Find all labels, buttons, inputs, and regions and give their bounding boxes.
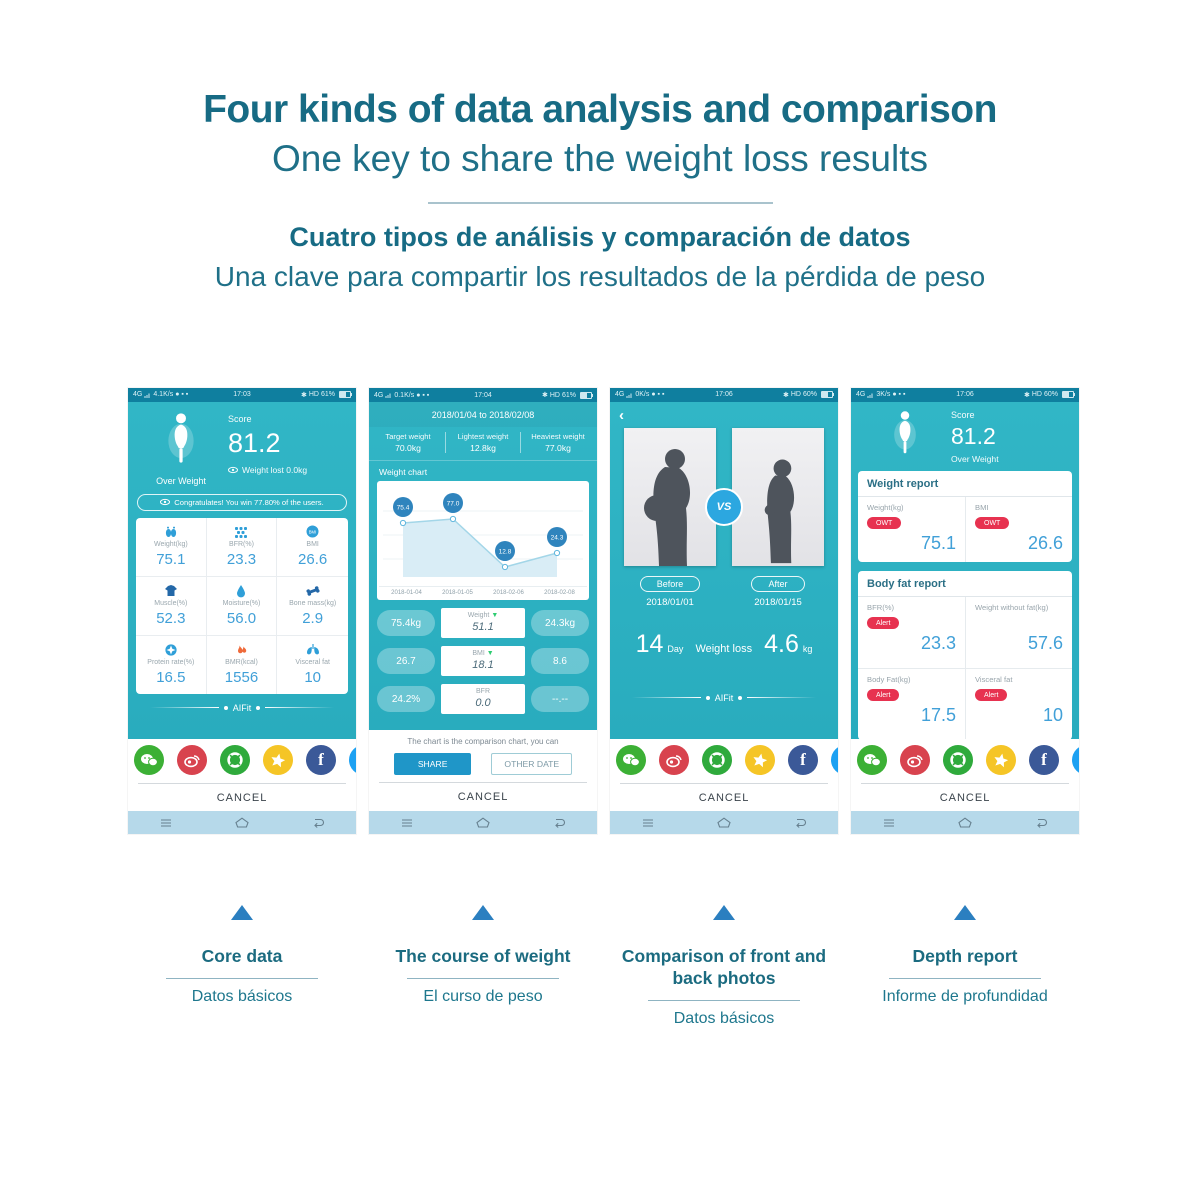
card-title: Weight report <box>858 471 1072 497</box>
body-figure <box>142 412 220 486</box>
after-button[interactable]: After <box>751 576 804 592</box>
caption-depth-report <box>851 905 1079 1028</box>
notification-icons: ● ▪ ▪ <box>892 391 906 399</box>
weight-chart <box>377 481 589 600</box>
before-man-silhouette <box>635 446 705 566</box>
weight-lost-row <box>228 465 346 475</box>
twitter-icon[interactable] <box>349 745 356 775</box>
metric-cell-visceral: Visceral fat 10 <box>277 636 348 694</box>
hd-badge: HD <box>790 391 801 399</box>
old-value-pill: 75.4kg <box>377 610 435 636</box>
facebook-icon[interactable]: f <box>1029 745 1059 775</box>
caption-subtitle: El curso de peso <box>423 987 543 1005</box>
twitter-icon[interactable] <box>1072 745 1079 775</box>
title-spanish: Cuatro tipos de análisis y comparación de datos <box>289 222 911 252</box>
body-silhouette-icon <box>888 409 922 459</box>
caption-photo-comparison <box>610 905 838 1028</box>
bodyfat-report-card <box>858 571 1072 739</box>
body-figure <box>873 409 937 464</box>
metric-cell-bone: Bone mass(kg) 2.9 <box>277 577 348 636</box>
svg-text:75.4: 75.4 <box>396 504 410 512</box>
caption-subtitle: Informe de profundidad <box>882 987 1048 1005</box>
facebook-icon[interactable]: f <box>306 745 336 775</box>
wechat-moments-icon[interactable] <box>943 745 973 775</box>
bluetooth-icon: ✱ <box>541 392 548 399</box>
network-speed: 4.1K/s <box>153 391 174 399</box>
phone-photo-comparison <box>610 388 838 834</box>
signal-icon <box>626 392 633 398</box>
old-value-pill: 26.7 <box>377 648 435 674</box>
metric-cell-protein: Protein rate(%) 16.5 <box>136 636 207 694</box>
signal-icon <box>867 392 874 398</box>
network-label: 4G <box>133 391 143 399</box>
comparison-row-bmi <box>377 646 589 676</box>
network-label: 4G <box>615 391 625 399</box>
new-value-pill: 24.3kg <box>531 610 589 636</box>
score-value: 81.2 <box>228 427 281 458</box>
metric-cell-moisture: Moisture(%) 56.0 <box>207 577 278 636</box>
diff-box: Weight ▼ 51.1 <box>441 608 525 638</box>
android-nav-bar <box>851 811 1079 834</box>
before-photo <box>624 428 716 566</box>
body-silhouette-icon <box>161 412 201 468</box>
caption-core-data <box>128 905 356 1028</box>
photo-captions <box>610 574 838 608</box>
score-section <box>128 402 356 486</box>
svg-text:24.3: 24.3 <box>550 534 564 542</box>
wechat-icon[interactable] <box>857 745 887 775</box>
comparison-row-bfr <box>377 684 589 714</box>
brand-divider <box>610 693 838 703</box>
score-section <box>851 402 1079 466</box>
metrics-grid <box>136 518 348 694</box>
weight-status-label: Over Weight <box>951 453 999 464</box>
weight-cell: Weight(kg) OWT 75.1 <box>867 502 956 553</box>
status-right <box>257 391 351 399</box>
network-speed: 0.1K/s <box>394 391 415 399</box>
card-title: Body fat report <box>858 571 1072 597</box>
target-weight: Target weight 70.0kg <box>385 432 431 453</box>
days-unit: Day <box>667 643 684 654</box>
status-right <box>498 391 592 399</box>
home-icon[interactable] <box>958 817 972 828</box>
android-nav-bar <box>610 811 838 834</box>
bfr-cell: BFR(%) Alert 23.3 <box>867 602 956 653</box>
weibo-icon[interactable] <box>659 745 689 775</box>
battery-percent: 60% <box>1043 391 1058 399</box>
status-bar <box>610 388 838 402</box>
droplet-icon <box>209 584 275 598</box>
svg-text:BMI: BMI <box>308 529 317 535</box>
caption-underline <box>889 978 1041 979</box>
bluetooth-icon: ✱ <box>1023 391 1030 399</box>
hero-divider <box>428 202 773 204</box>
before-button[interactable]: Before <box>640 576 701 592</box>
cancel-button[interactable]: CANCEL <box>698 792 750 804</box>
weight-loss-summary <box>610 630 838 659</box>
lightest-weight: Lightest weight 12.8kg <box>445 432 520 453</box>
score-column <box>220 412 346 486</box>
share-icons-row <box>851 739 1079 780</box>
home-icon[interactable] <box>717 817 731 828</box>
hero-section <box>0 0 1200 293</box>
status-right <box>980 391 1074 399</box>
status-right <box>739 391 833 399</box>
weight-without-fat-cell: Weight without fat(kg) 57.6 <box>965 597 1072 668</box>
core-screen <box>128 402 356 739</box>
status-left <box>615 391 709 398</box>
share-button[interactable]: SHARE <box>394 753 472 775</box>
svg-text:77.0: 77.0 <box>446 500 460 508</box>
menu-icon[interactable] <box>882 818 896 828</box>
down-arrow-icon: ▼ <box>486 650 494 657</box>
score-value: 81.2 <box>951 422 996 449</box>
caption-title: Comparison of front and back photos <box>621 946 827 988</box>
battery-icon <box>339 391 351 398</box>
network-speed: 0K/s <box>635 391 650 399</box>
battery-percent: 61% <box>320 391 335 399</box>
phone-weight-course <box>369 388 597 834</box>
caption-subtitle: Datos básicos <box>673 1009 775 1027</box>
qq-zone-icon[interactable] <box>263 745 293 775</box>
bone-icon <box>279 584 346 598</box>
hd-badge: HD <box>1031 391 1042 399</box>
share-icons-row <box>128 739 356 780</box>
caption-underline <box>648 1000 800 1001</box>
weight-summary-row <box>369 427 597 461</box>
weibo-icon[interactable] <box>900 745 930 775</box>
clock: 17:03 <box>233 391 251 399</box>
battery-percent: 60% <box>802 391 817 399</box>
caption-underline <box>166 978 318 979</box>
clock: 17:04 <box>474 391 492 399</box>
after-date: 2018/01/15 <box>754 596 802 608</box>
brand-divider <box>128 703 356 713</box>
cancel-button[interactable]: CANCEL <box>939 792 991 804</box>
after-photo <box>732 428 824 566</box>
status-left <box>856 391 950 398</box>
hd-badge: HD <box>308 391 319 399</box>
clock: 17:06 <box>956 391 974 399</box>
caption-underline <box>407 978 559 979</box>
status-left <box>374 392 468 399</box>
battery-icon <box>1062 391 1074 398</box>
days-value: 14 <box>635 629 664 658</box>
status-left <box>133 391 227 398</box>
captions-row <box>128 905 1079 1028</box>
cancel-button[interactable]: CANCEL <box>216 792 268 804</box>
phones-row <box>128 388 1079 834</box>
weight-lost-text: Weight lost 0.0kg <box>242 464 308 475</box>
bluetooth-icon: ✱ <box>782 391 789 399</box>
wechat-icon[interactable] <box>134 745 164 775</box>
feet-icon <box>138 525 204 539</box>
back-icon[interactable] <box>552 817 566 828</box>
body-grid-icon <box>209 525 275 539</box>
loss-value: 4.6 <box>764 629 799 658</box>
score-column <box>937 409 1069 464</box>
up-triangle-icon <box>231 905 253 920</box>
svg-text:12.8: 12.8 <box>498 548 512 556</box>
network-label: 4G <box>856 391 866 399</box>
photos-comparison <box>610 402 838 566</box>
alert-badge: Alert <box>975 689 1007 701</box>
body-fat-cell: Body Fat(kg) Alert 17.5 <box>858 668 965 739</box>
visceral-fat-cell: Visceral fat Alert 10 <box>965 668 1072 739</box>
metric-cell-muscle: Muscle(%) 52.3 <box>136 577 207 636</box>
signal-icon <box>144 392 151 398</box>
share-panel <box>369 730 597 834</box>
vs-badge: VS <box>705 488 743 526</box>
status-bar <box>128 388 356 402</box>
subtitle-english: One key to share the weight loss results <box>271 138 929 179</box>
status-bar <box>369 388 597 402</box>
clock: 17:06 <box>715 391 733 399</box>
brand-label: AIFit <box>714 692 734 703</box>
metric-cell-weight: Weight(kg) 75.1 <box>136 518 207 577</box>
menu-icon[interactable] <box>641 818 655 828</box>
old-value-pill: 24.2% <box>377 686 435 712</box>
before-date: 2018/01/01 <box>646 596 694 608</box>
eye-icon <box>160 499 170 505</box>
alert-badge: Alert <box>867 617 899 629</box>
owt-badge: OWT <box>975 517 1009 529</box>
after-man-silhouette <box>747 454 809 566</box>
muscle-icon <box>138 584 204 598</box>
congrats-text: Congratulates! You win 77.80% of the users. <box>174 497 324 507</box>
after-caption <box>732 574 824 608</box>
subtitle-spanish: Una clave para compartir los resultados de la pérdida de peso <box>214 261 986 292</box>
home-icon[interactable] <box>235 817 249 828</box>
eye-icon <box>228 467 238 473</box>
twitter-icon[interactable] <box>831 745 838 775</box>
back-icon[interactable] <box>311 817 325 828</box>
chart-x-axis: 2018-01-04 2018-01-05 2018-02-06 2018-02-08 <box>379 586 587 600</box>
brand-label: AIFit <box>232 702 252 713</box>
loss-unit: kg <box>802 643 813 654</box>
network-label: 4G <box>374 391 384 399</box>
wechat-icon[interactable] <box>616 745 646 775</box>
weibo-icon[interactable] <box>177 745 207 775</box>
notification-icons: ● ▪ ▪ <box>416 391 430 399</box>
score-caption: Score <box>228 413 252 424</box>
caption-weight-course <box>369 905 597 1028</box>
metric-cell-bmr: BMR(kcal) 1556 <box>207 636 278 694</box>
diff-box: BMI ▼ 18.1 <box>441 646 525 676</box>
new-value-pill: 8.6 <box>531 648 589 674</box>
share-panel <box>851 739 1079 834</box>
score-caption: Score <box>951 409 975 420</box>
down-arrow-icon: ▼ <box>491 612 499 619</box>
share-icons-row <box>610 739 838 780</box>
protein-icon <box>138 643 204 657</box>
date-range: 2018/01/04 to 2018/02/08 <box>369 402 597 427</box>
flame-icon <box>209 643 275 657</box>
battery-icon <box>580 392 592 399</box>
phone-core-data <box>128 388 356 834</box>
caption-title: Depth report <box>912 946 1018 966</box>
menu-icon[interactable] <box>400 818 414 828</box>
new-value-pill: --.-- <box>531 686 589 712</box>
weight-report-card <box>858 471 1072 562</box>
lungs-icon <box>279 643 346 657</box>
chart-note: The chart is the comparison chart, you can <box>407 737 559 746</box>
bmi-cell: BMI OWT 26.6 <box>965 497 1072 562</box>
cancel-button[interactable]: CANCEL <box>457 791 509 803</box>
chart-title: Weight chart <box>379 467 428 477</box>
status-bar <box>851 388 1079 402</box>
comparison-row-weight <box>377 608 589 638</box>
share-panel <box>610 739 838 834</box>
course-screen <box>369 402 597 730</box>
caption-title: Core data <box>201 946 283 966</box>
metric-cell-bmi: BMI BMI 26.6 <box>277 518 348 577</box>
action-buttons <box>369 751 597 779</box>
notification-icons: ● ▪ ▪ <box>651 391 665 399</box>
back-icon[interactable] <box>1034 817 1048 828</box>
caption-title: The course of weight <box>395 946 571 966</box>
up-triangle-icon <box>713 905 735 920</box>
depth-screen <box>851 402 1079 739</box>
diff-box: BFR 0.0 <box>441 684 525 714</box>
caption-subtitle: Datos básicos <box>191 987 293 1005</box>
home-icon[interactable] <box>476 817 490 828</box>
battery-icon <box>821 391 833 398</box>
bluetooth-icon: ✱ <box>300 391 307 399</box>
signal-icon <box>385 392 392 398</box>
qq-zone-icon[interactable] <box>986 745 1016 775</box>
up-triangle-icon <box>954 905 976 920</box>
wechat-moments-icon[interactable] <box>220 745 250 775</box>
notification-icons: ● ▪ ▪ <box>175 391 189 399</box>
owt-badge: OWT <box>867 517 901 529</box>
network-speed: 3K/s <box>876 391 891 399</box>
metric-cell-bfr: BFR(%) 23.3 <box>207 518 278 577</box>
other-date-button[interactable]: OTHER DATE <box>491 753 572 775</box>
alert-badge: Alert <box>867 689 899 701</box>
up-triangle-icon <box>472 905 494 920</box>
heaviest-weight: Heaviest weight 77.0kg <box>520 432 595 453</box>
back-icon[interactable] <box>793 817 807 828</box>
battery-percent: 61% <box>561 391 576 399</box>
hd-badge: HD <box>549 391 560 399</box>
back-chevron-icon[interactable]: ‹ <box>619 406 624 424</box>
weight-chart-plot <box>379 485 587 581</box>
bmi-badge-icon <box>279 525 346 539</box>
photos-screen <box>610 402 838 739</box>
before-caption <box>624 574 716 608</box>
loss-label: Weight loss <box>695 642 753 655</box>
share-panel <box>128 739 356 834</box>
congrats-banner <box>137 494 347 511</box>
menu-icon[interactable] <box>159 818 173 828</box>
android-nav-bar <box>369 811 597 834</box>
wechat-moments-icon[interactable] <box>702 745 732 775</box>
qq-zone-icon[interactable] <box>745 745 775 775</box>
facebook-icon[interactable]: f <box>788 745 818 775</box>
android-nav-bar <box>128 811 356 834</box>
title-english: Four kinds of data analysis and comparison <box>203 88 997 131</box>
phone-depth-report <box>851 388 1079 834</box>
weight-status-label: Over Weight <box>156 475 206 486</box>
